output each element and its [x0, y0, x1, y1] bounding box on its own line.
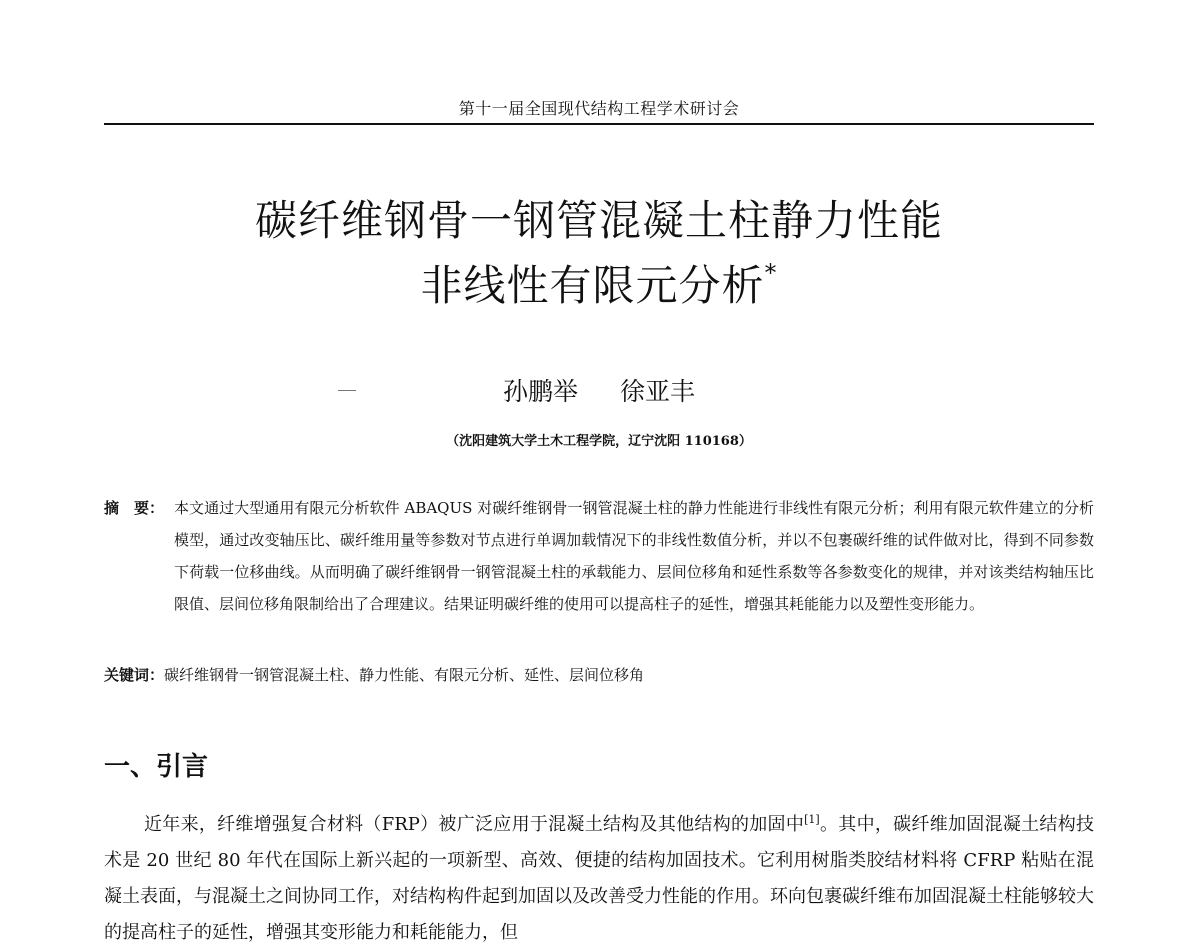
authors	[104, 372, 1094, 408]
section-heading: 一、引言	[104, 752, 209, 782]
citation-ref: [1]	[804, 813, 820, 826]
author-1: 孙鹏举	[502, 377, 578, 406]
intro-text-1: 近年来，纤维增强复合材料（FRP）被广泛应用于混凝土结构及其他结构的加固中	[144, 814, 805, 835]
keywords	[104, 663, 1094, 687]
abstract-label: 摘 要：	[104, 499, 165, 517]
affiliation: （沈阳建筑大学土木工程学院，辽宁沈阳 110168）	[446, 434, 752, 449]
abstract-text: 本文通过大型通用有限元分析软件 ABAQUS 对碳纤维钢骨一钢管混凝土柱的静力性能进行非线性有限元分析；利用有限元软件建立的分析模型，通过改变轴压比、碳纤维用量等参数对节点进行单调加载情况下的非线性数值分析，并以不包裹碳纤维的试件做对比，得到不同参数下荷载一位移曲线。从而明确了碳纤维钢骨一钢管混凝土柱的承载能力、层间位移角和延性系数等各参数变化的规律，并对该类结构轴压比限值、层间位移角限制给出了合理建议。结果证明碳纤维的使用可以提高柱子的延性，增强其耗能能力以及塑性变形能力。	[174, 499, 1094, 613]
paper-title-line-2	[104, 259, 1094, 310]
running-header: 第十一届全国现代结构工程学术研讨会	[458, 99, 740, 118]
paper-title-line-2-text: 非线性有限元分析	[420, 261, 765, 310]
keywords-text: 碳纤维钢骨一钢管混凝土柱、静力性能、有限元分析、延性、层间位移角	[164, 666, 645, 684]
header-rule	[104, 123, 1094, 125]
abstract	[104, 492, 1094, 620]
title-footnote-mark: *	[764, 259, 778, 287]
paper-title-line-1: 碳纤维钢骨一钢管混凝土柱静力性能	[254, 196, 943, 245]
keywords-label: 关键词：	[104, 666, 165, 684]
author-2: 徐亚丰	[620, 377, 696, 406]
intro-paragraph	[104, 807, 1094, 951]
intro-text-2: 。其中，碳纤维加固混凝土结构技术是 20 世纪 80 年代在国际上新兴起的一项新型、高效、便捷的结构加固技术。它利用树脂类胶结材料将 CFRP 粘贴在混凝土表面，与混凝土之间协同工作，对结构构件起到加固以及改善受力性能的作用。环向包裹碳纤维布加固混凝土柱能够较大的提高柱子的延性，增强其变形能力和耗能能力，但	[104, 814, 1094, 943]
